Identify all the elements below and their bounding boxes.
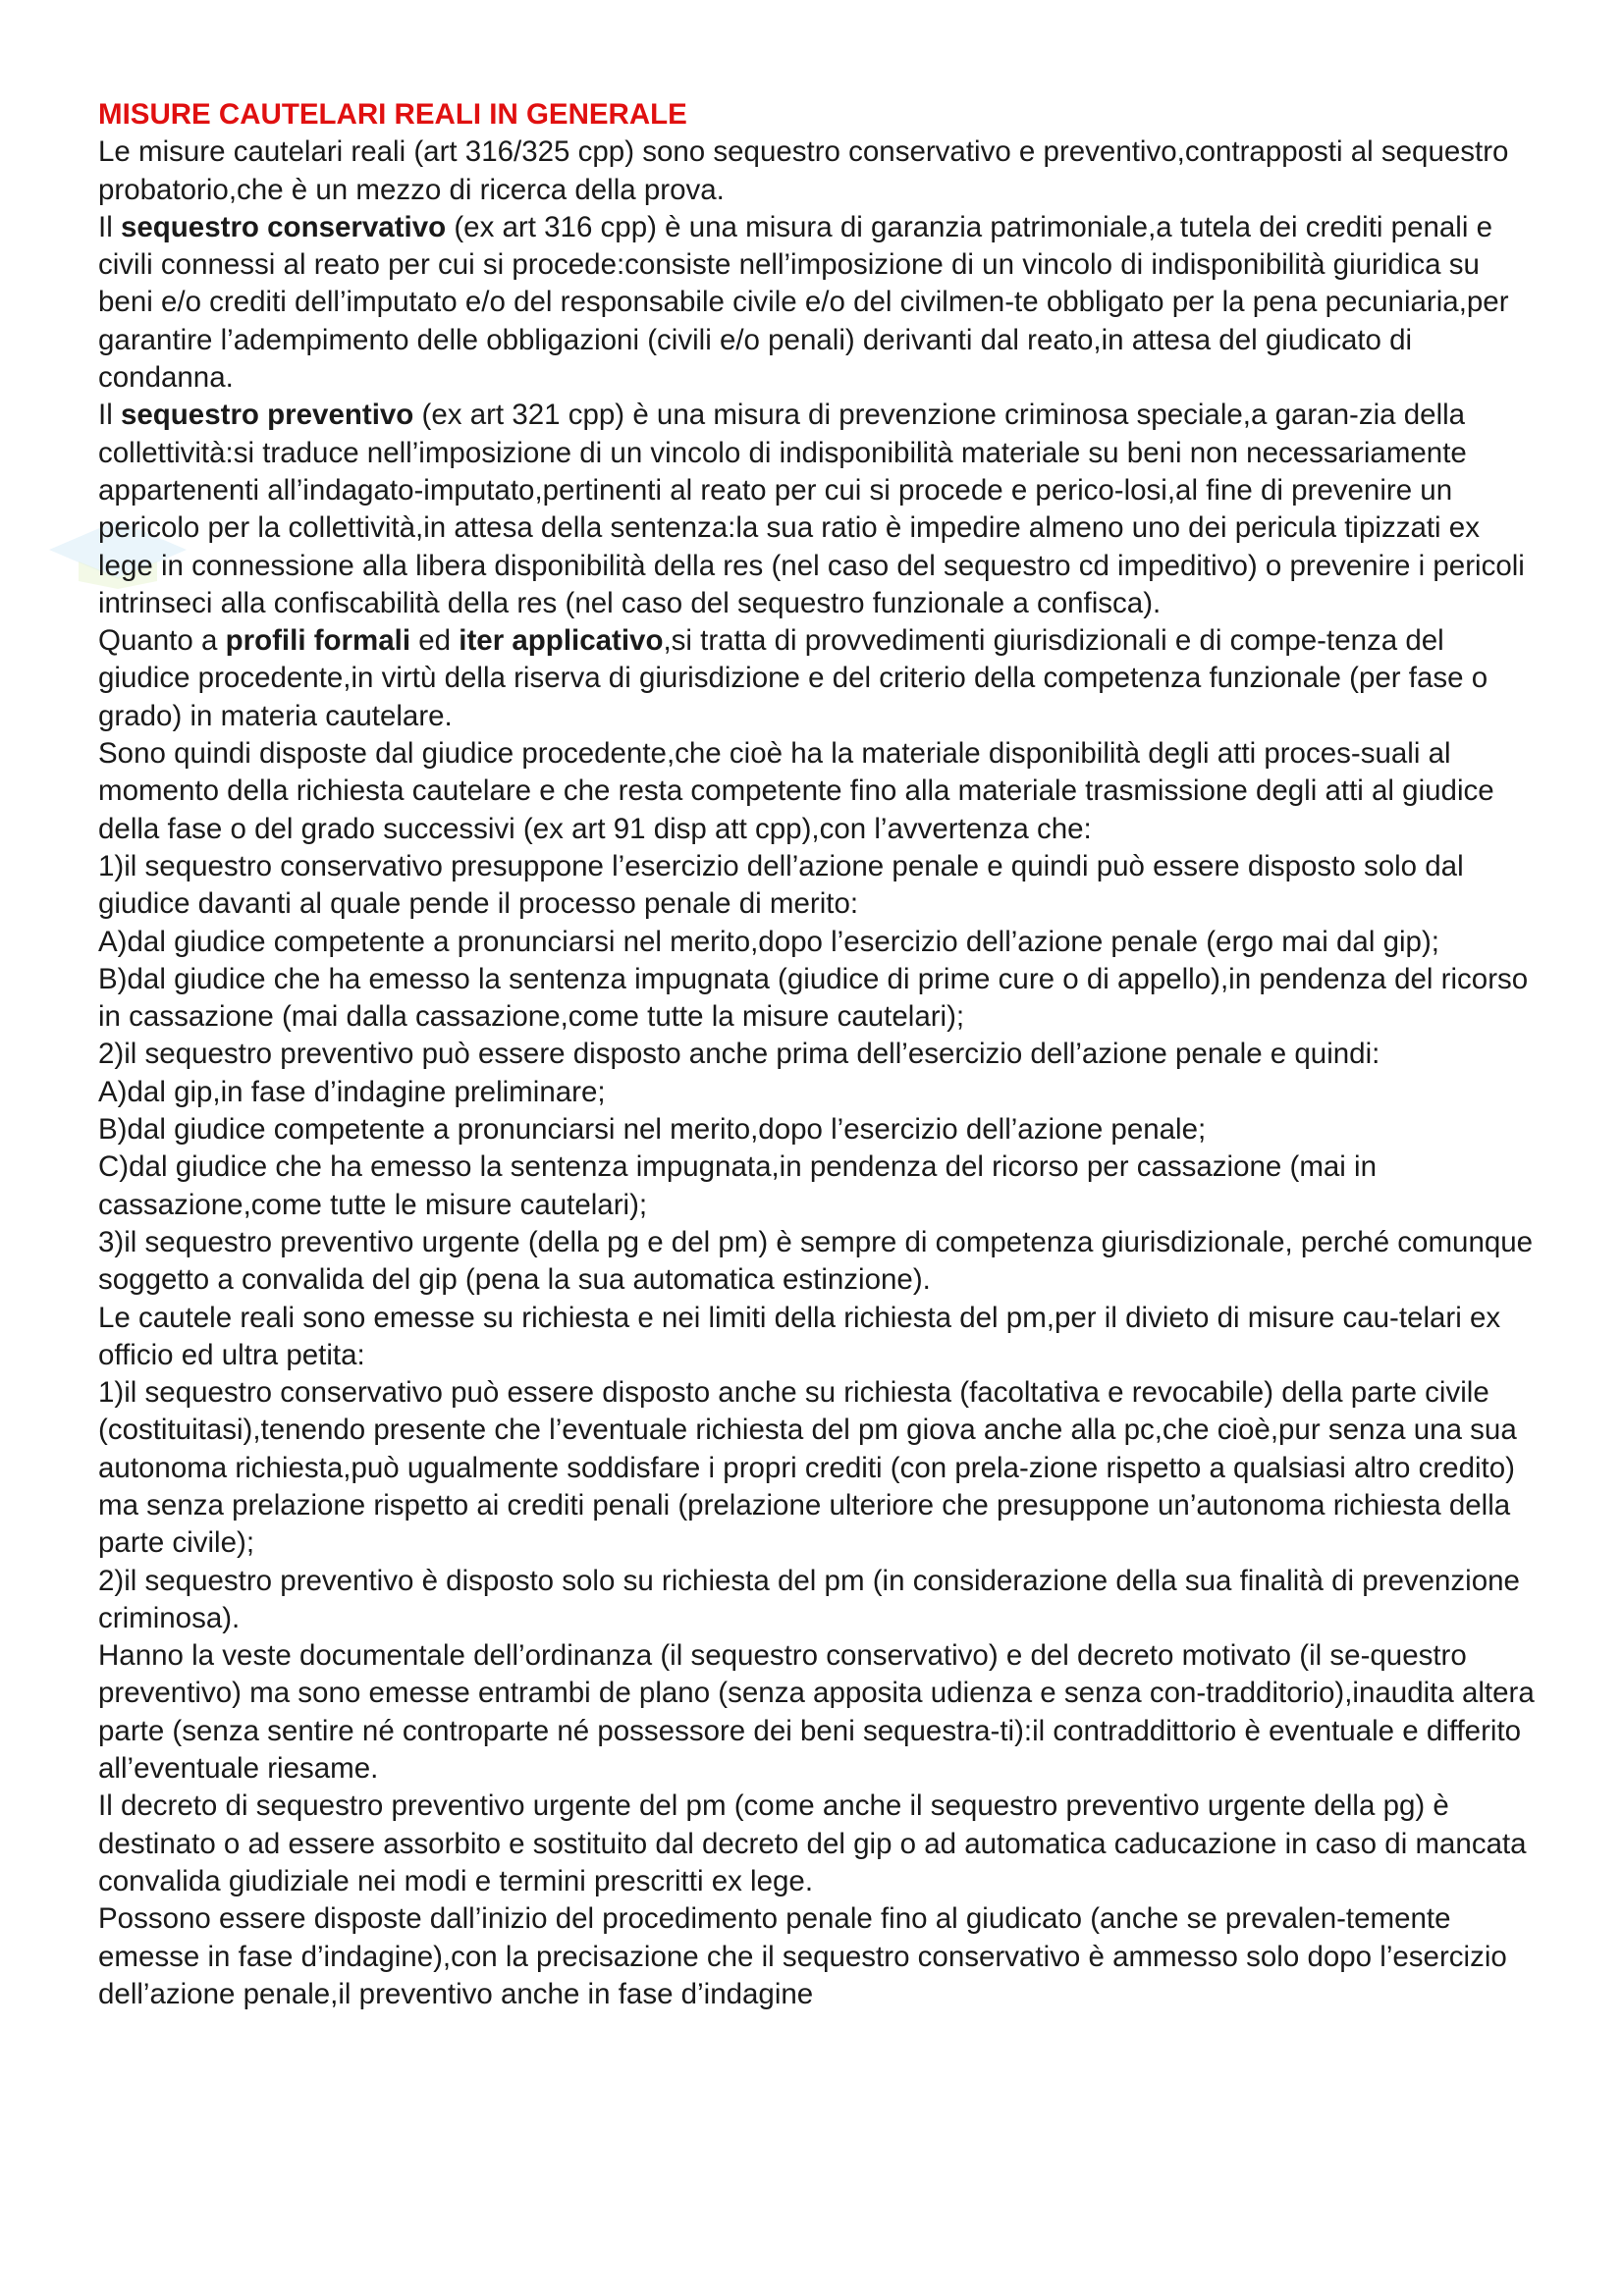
paragraph: Hanno la veste documentale dell’ordinanza (il sequestro conservativo) e del decreto motivato (il se-questro preventivo) ma sono emesse entrambi de plano (senza apposita udienza e senza con-tradditorio),inaudita altera parte (senza sentire né controparte né possessore dei beni sequestra-ti):il contraddittorio è eventuale e differito all’eventuale riesame. [98, 1639, 1535, 1786]
bold-term: sequestro preventivo [120, 399, 414, 432]
paragraph: Il decreto di sequestro preventivo urgente del pm (come anche il sequestro preventivo urgente della pg) è destinato o ad essere assorbito e sostituito dal decreto del gip o ad automatica caducazione in caso di mancata convalida giudiziale nei modi e termini prescritti ex lege. [98, 1789, 1527, 1897]
list-item: C)dal giudice che ha emesso la sentenza impugnata,in pendenza del ricorso per cassazione (mai in cassazione,come tutte le misure cautelari); [98, 1150, 1378, 1221]
paragraph [98, 622, 1542, 735]
bold-term: profili formali [225, 624, 411, 658]
bold-term: iter applicativo [459, 624, 664, 658]
list-item: 2)il sequestro preventivo è disposto solo su richiesta del pm (in considerazione della sua finalità di prevenzione criminosa). [98, 1564, 1520, 1634]
list-item: A)dal gip,in fase d’indagine preliminare; [98, 1075, 606, 1108]
list-item: B)dal giudice che ha emesso la sentenza impugnata (giudice di prime cure o di appello),in pendenza del ricorso in cassazione (mai dalla cassazione,come tutte la misure cautelari); [98, 962, 1529, 1034]
paragraph [98, 209, 1542, 397]
text: (ex art 316 cpp) è una misura di garanzia patrimoniale,a tutela dei crediti penali e civili connessi al reato per cui si procede:consiste nell’imposizione di un vincolo di indisponibilità giuridica su beni e/o crediti dell’imputato e/o del responsabile civile e/o del civilmen-te obbligato per la pena pecuniaria,per garantire l’adempimento delle obbligazioni (civili e/o penali) derivanti dal reato,in attesa del giudicato di condanna. [98, 210, 1509, 395]
text: (ex art 321 cpp) è una misura di prevenzione criminosa speciale,a garan-zia della collettività:si traduce nell’imposizione di un vincolo di indisponibilità materiale su beni non necessariamente appartenenti all’indagato-imputato,pertinenti al reato per cui si procede e perico-losi,al fine di prevenire un pericolo per la collettività,in attesa della sentenza:la sua ratio è impedire almeno uno dei pericula tipizzati ex lege in connessione alla libera disponibilità della res (nel caso del sequestro cd impeditivo) o prevenire i pericoli intrinseci alla confiscabilità della res (nel caso del sequestro funzionale a confisca). [98, 399, 1525, 619]
document-body [98, 96, 1542, 2013]
text: ed [410, 624, 460, 658]
paragraph: Sono quindi disposte dal giudice procedente,che cioè ha la materiale disponibilità degli atti proces-suali al momento della richiesta cautelare e che resta competente fino alla materiale trasmissione degli atti al giudice della fase o del grado successivi (ex art 91 disp att cpp),con l’avvertenza che: [98, 737, 1494, 845]
list-item: A)dal giudice competente a pronunciarsi nel merito,dopo l’esercizio dell’azione penale (ergo mai dal gip); [98, 925, 1439, 958]
list-item: 2)il sequestro preventivo può essere disposto anche prima dell’esercizio dell’azione penale e quindi: [98, 1038, 1380, 1071]
bold-term: sequestro conservativo [120, 210, 447, 243]
text: Quanto a [98, 624, 226, 658]
list-item: B)dal giudice competente a pronunciarsi nel merito,dopo l’esercizio dell’azione penale; [98, 1113, 1207, 1147]
paragraph: Le cautele reali sono emesse su richiesta e nei limiti della richiesta del pm,per il divieto di misure cau-telari ex officio ed ultra petita: [98, 1301, 1501, 1371]
page-title: MISURE CAUTELARI REALI IN GENERALE [98, 98, 687, 131]
paragraph: Possono essere disposte dall’inizio del procedimento penale fino al giudicato (anche se prevalen-temente emesse in fase d’indagine),con la precisazione che il sequestro conservativo è ammesso solo dopo l’esercizio dell’azione penale,il preventivo anche in fase d’indagine [98, 1902, 1507, 2010]
list-item: 1)il sequestro conservativo presuppone l’esercizio dell’azione penale e quindi può essere disposto solo dal giudice davanti al quale pende il processo penale di merito: [98, 849, 1464, 921]
list-item: 1)il sequestro conservativo può essere disposto anche su richiesta (facoltativa e revocabile) della parte civile (costituitasi),tenendo presente che l’eventuale richiesta del pm giova anche alla pc,che cioè,pur senza una sua autonoma richiesta,può ugualmente soddisfare i propri crediti (con prela-zione rispetto a qualsiasi altro credito) ma senza prelazione rispetto ai crediti penali (prelazione ulteriore che presuppone un’autonoma richiesta della parte civile); [98, 1376, 1517, 1560]
text: ,si tratta di provvedimenti giurisdizionali e di compe-tenza del giudice procedente,in virtù della riserva di giurisdizione e del criterio della competenza funzionale (per fase o grado) in materia cautelare. [98, 624, 1488, 732]
list-item: 3)il sequestro preventivo urgente (della pg e del pm) è sempre di competenza giurisdizionale, perché comunque soggetto a convalida del gip (pena la sua automatica estinzione). [98, 1225, 1534, 1297]
paragraph: Le misure cautelari reali (art 316/325 cpp) sono sequestro conservativo e preventivo,contrapposti al sequestro probatorio,che è un mezzo di ricerca della prova. [98, 135, 1509, 206]
text: Il [98, 399, 121, 432]
paragraph [98, 397, 1542, 622]
text: Il [98, 210, 121, 243]
